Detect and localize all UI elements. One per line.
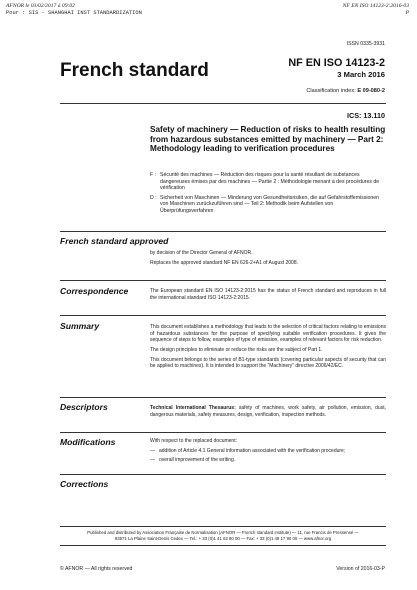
descriptors-body: [150, 405, 386, 421]
modifications-intro: With respect to the replaced document:: [150, 438, 237, 444]
modifications-heading: Modifications: [60, 437, 116, 447]
summary-body: [150, 324, 386, 373]
modifications-item: [150, 448, 386, 455]
approved-body: [150, 250, 386, 270]
publisher-line-1: Published and distributed by Association Française de Normalisation (AFNOR — French standard institute) — 11, rue Francis de Pressensé —: [87, 530, 359, 535]
alt-title-german: [150, 195, 386, 215]
document-title: Safety of machinery — Reduction of risks to health resulting from hazardous substances emitted by machinery — Part 2: Methodology leading to verification procedures: [150, 125, 386, 154]
alt-title-text: Sicherheit von Maschinen — Minderung von Gesundheitsrisiken, die auf Gefahrstoffemissionen von Maschinen zurückzuführen sind — Teil 2: Methodik beim Aufstellen von Überprüfungsverfahren: [160, 194, 380, 214]
publisher-line-2: 93571 La Plaine Saint-Denis Cedex — Tel.: + 33 (0)1 41 62 80 00 — Fax: + 33 (0)1 49 17 90 00 — www.afnor.org: [114, 536, 332, 541]
stamp-page-mark: P: [405, 10, 409, 16]
descriptors-heading: Descriptors: [60, 402, 108, 412]
bullet-dash: —: [150, 447, 155, 454]
divider-summary: [60, 315, 386, 316]
classification-value: E 09-080-2: [357, 88, 385, 94]
divider-publisher: [60, 526, 386, 527]
stamp-recipient: Pour : SIS - SHANGHAI INST STANDARDIZATION: [6, 10, 142, 16]
stamp-standard-ref: NF EN ISO 14123-2:2016-03: [342, 3, 409, 9]
divider-corrections: [60, 474, 386, 475]
alt-titles: [150, 172, 386, 215]
summary-paragraph-3: This document belongs to the series of B1-type standards (covering particular aspects of security that can be applied to machines). It is intended to support the “Machinery” directive 2006/42/EC.: [150, 356, 386, 370]
alt-title-lang: D :: [150, 194, 157, 201]
approved-line-1: by decision of the Director General of AFNOR.: [150, 250, 253, 256]
summary-paragraph-1: This document establishes a methodology that leads to the selection of critical factors relating to emissions of hazardous substances for the purpose of specifying suitable verification procedures. It gives the sequence of steps to follow, examples of type of emission, examples of relevant factors for risk reduction.: [150, 324, 386, 344]
divider-descriptors: [60, 397, 386, 398]
document-type: French standard: [60, 60, 209, 81]
descriptors-text: safety of machines, work safety, air pollution, emission, dust, dangerous materials, safety measures, design, verification, inspection methods.: [150, 405, 386, 418]
divider-modifications: [60, 432, 386, 433]
classification-label: Classification index:: [306, 88, 356, 94]
header-divider: [60, 103, 386, 104]
issn: ISSN 0335-3931: [346, 41, 385, 47]
correspondence-heading: Correspondence: [60, 286, 129, 296]
stamp-date: AFNOR le 03/02/2017 à 09:02: [6, 3, 75, 9]
correspondence-text: The European standard EN ISO 14123-2:2015 has the status of French standard and reproduces in full the international standard ISO 14123-2:2015.: [150, 288, 386, 301]
publication-date: 3 March 2016: [337, 70, 385, 79]
alt-title-lang: F :: [150, 172, 157, 178]
classification-index: [306, 88, 385, 95]
corrections-heading: Corrections: [60, 479, 109, 489]
divider-footer: [60, 545, 386, 546]
alt-title-french: [150, 172, 386, 192]
alt-title-text: Sécurité des machines — Réduction des risques pour la santé résultant de substances dangereuses émises par des machines — Partie 2 : Méthodologie menant à des procédures de vérification: [160, 172, 380, 192]
version: Version of 2016-03-P: [336, 566, 385, 572]
summary-heading: Summary: [60, 321, 100, 331]
correspondence-body: [150, 288, 386, 304]
divider-approved: [60, 231, 386, 232]
descriptors-label: Technical International Thesaurus:: [150, 405, 236, 411]
bullet-dash: —: [150, 457, 155, 464]
ics-code: ICS: 13.110: [347, 111, 385, 120]
modifications-body: [150, 438, 386, 464]
modifications-item: [150, 457, 386, 464]
modifications-item-text: overall improvement of the writing.: [159, 457, 236, 464]
approved-line-2: Replaces the approved standard NF EN 626-2+A1 of August 2008.: [150, 259, 299, 266]
summary-paragraph-2: The design principles to eliminate or reduce the risks are the subject of Part 1.: [150, 346, 323, 353]
publisher-info: [60, 530, 386, 542]
modifications-item-text: addition of Article 4.1 General information associated with the verification procedure;: [159, 447, 346, 454]
divider-correspondence: [60, 280, 386, 281]
approved-heading: French standard approved: [60, 236, 169, 246]
copyright: © AFNOR — All rights reserved: [60, 566, 133, 572]
standard-number: NF EN ISO 14123-2: [288, 57, 385, 69]
